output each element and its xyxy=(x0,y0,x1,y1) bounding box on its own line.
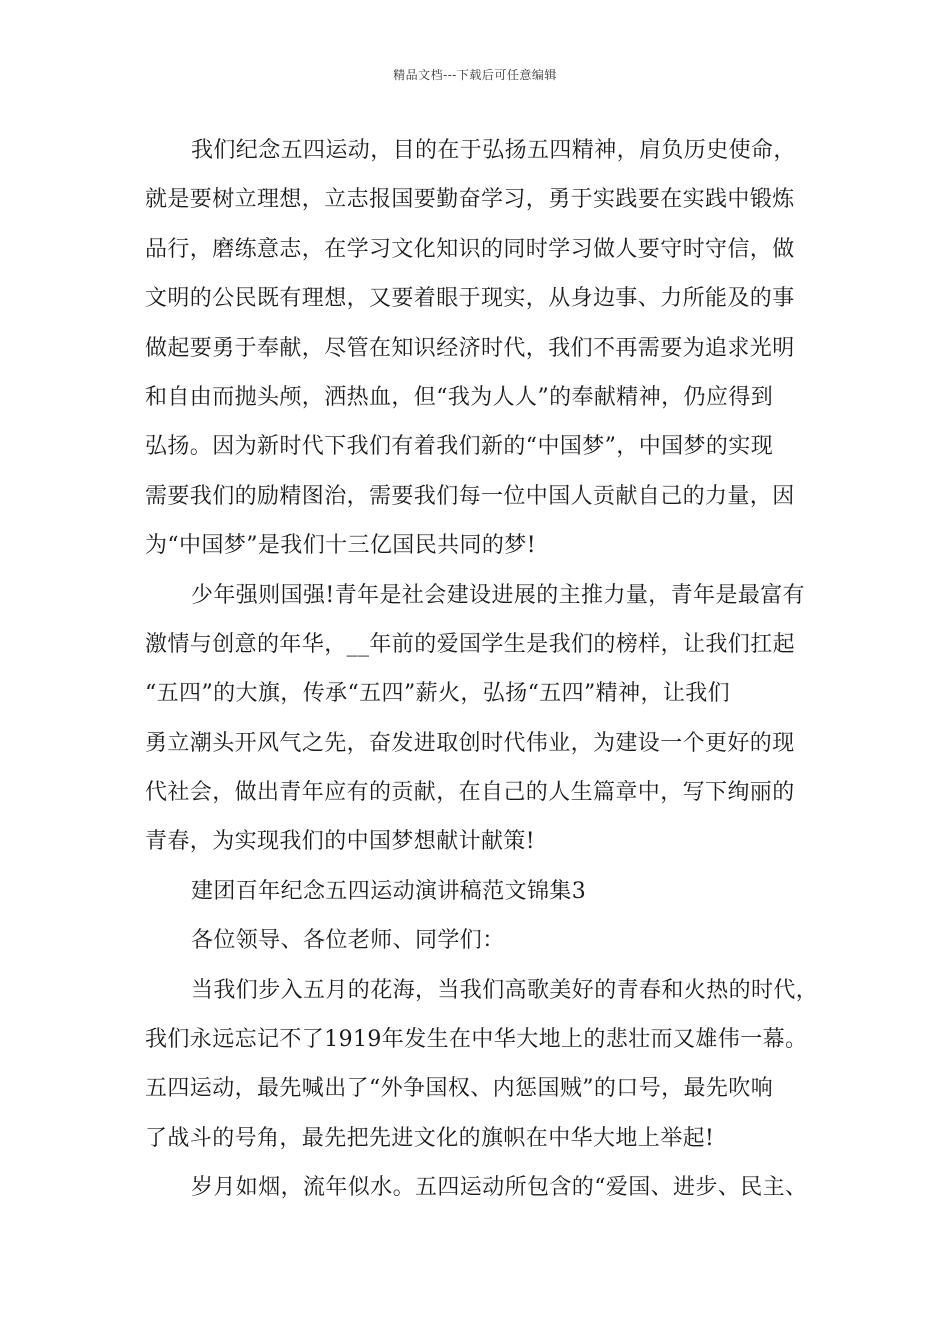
text-line: 就是要树立理想，立志报国要勤奋学习，勇于实践要在实践中锻炼 xyxy=(145,187,795,213)
text-line: 勇立潮头开风气之先，奋发进取创时代伟业，为建设一个更好的现 xyxy=(145,730,795,756)
text-line: 我们永远忘记不了1919年发生在中华大地上的悲壮而又雄伟一幕。 xyxy=(145,1027,808,1053)
text-line: 岁月如烟，流年似水。五四运动所包含的“爱国、进步、民主、 xyxy=(191,1175,808,1201)
text-line: 和自由而抛头颅，洒热血，但“我为人人”的奉献精神，仍应得到 xyxy=(145,384,774,410)
text-line: 我们纪念五四运动，目的在于弘扬五四精神，肩负历史使命， xyxy=(191,138,796,163)
text-line: 了战斗的号角，最先把先进文化的旗帜在中华大地上举起! xyxy=(145,1125,715,1151)
text-line: 做起要勇于奉献，尽管在知识经济时代，我们不再需要为追求光明 xyxy=(145,335,795,361)
text-line: 文明的公民既有理想，又要着眼于现实，从身边事、力所能及的事 xyxy=(145,286,795,312)
text-line: 激情与创意的年华，__年前的爱国学生是我们的榜样，让我们扛起 xyxy=(145,631,796,657)
text-line: 弘扬。因为新时代下我们有着我们新的“中国梦”，中国梦的实现 xyxy=(145,434,774,460)
text-line: 为“中国梦”是我们十三亿国民共同的梦! xyxy=(145,533,536,559)
text-line: “五四”的大旗，传承“五四”薪火，弘扬“五四”精神，让我们 xyxy=(145,681,731,707)
text-line: 需要我们的励精图治，需要我们每一位中国人贡献自己的力量，因 xyxy=(145,483,795,509)
text-line: 少年强则国强!青年是社会建设进展的主推力量，青年是最富有 xyxy=(191,582,806,608)
body-text xyxy=(145,126,835,1213)
text-line: 代社会，做出青年应有的贡献，在自己的人生篇章中，写下绚丽的 xyxy=(145,780,795,806)
page-header: 精品文档---下载后可任意编辑 xyxy=(393,68,557,82)
text-line: 五四运动，最先喊出了“外争国权、内惩国贼”的口号，最先吹响 xyxy=(145,1076,774,1102)
text-line: 青春，为实现我们的中国梦想献计献策! xyxy=(145,829,536,855)
text-line: 当我们步入五月的花海，当我们高歌美好的青春和火热的时代， xyxy=(191,977,819,1003)
text-line: 品行，磨练意志，在学习文化知识的同时学习做人要守时守信，做 xyxy=(145,236,795,262)
section-title: 建团百年纪念五四运动演讲稿范文锦集3 xyxy=(191,878,587,904)
salutation: 各位领导、各位老师、同学们： xyxy=(191,928,505,954)
